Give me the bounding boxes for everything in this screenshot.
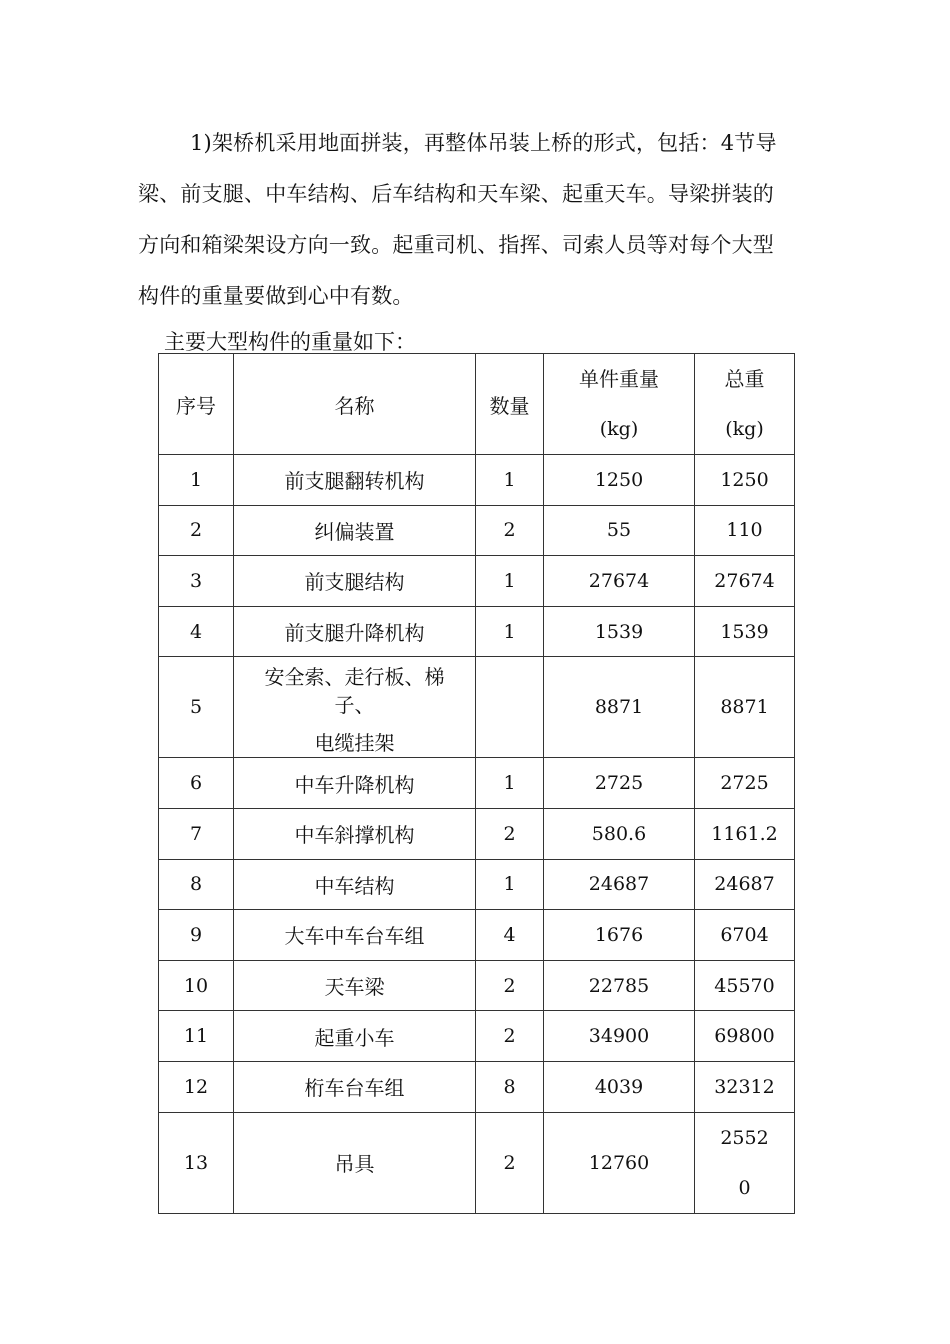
cell-qty: 4: [476, 910, 544, 961]
header-total-unit: (kg): [725, 418, 764, 440]
intro-line-2: 梁、前支腿、中车结构、后车结构和天车梁、起重天车。导梁拼装的: [138, 182, 774, 206]
cell-index: 1: [159, 455, 234, 506]
intro-line-4: 构件的重量要做到心中有数。: [138, 284, 414, 308]
cell-total: 110: [695, 505, 795, 556]
cell-index: 2: [159, 505, 234, 556]
table-row: [159, 1011, 795, 1062]
cell-name: [234, 657, 476, 758]
cell-name: 起重小车: [234, 1011, 476, 1062]
cell-total: 32312: [695, 1061, 795, 1112]
cell-name: 前支腿翻转机构: [234, 455, 476, 506]
cell-qty: 1: [476, 606, 544, 657]
cell-total: 2725: [695, 758, 795, 809]
table-row: [159, 505, 795, 556]
cell-name: 天车梁: [234, 960, 476, 1011]
table-row: [159, 556, 795, 607]
table-row: [159, 1061, 795, 1112]
cell-index: 10: [159, 960, 234, 1011]
cell-unit-weight: 1676: [544, 910, 695, 961]
cell-total: 1161.2: [695, 808, 795, 859]
intro-paragraph: [138, 118, 820, 322]
header-unit-weight: [544, 354, 695, 455]
cell-index: 9: [159, 910, 234, 961]
cell-unit-weight: 27674: [544, 556, 695, 607]
cell-qty: 2: [476, 1011, 544, 1062]
component-weight-table: [158, 353, 795, 1214]
cell-qty: 1: [476, 758, 544, 809]
cell-qty: 1: [476, 455, 544, 506]
table-row: [159, 808, 795, 859]
cell-index: 11: [159, 1011, 234, 1062]
header-total-label: 总重: [724, 367, 765, 391]
cell-qty: 2: [476, 808, 544, 859]
cell-name-line-3: 电缆挂架: [314, 731, 395, 756]
cell-unit-weight: 22785: [544, 960, 695, 1011]
header-index: 序号: [159, 354, 234, 455]
cell-name-line-1: 安全索、走行板、梯: [264, 665, 445, 690]
table-row: [159, 960, 795, 1011]
table-row: [159, 910, 795, 961]
cell-index: 8: [159, 859, 234, 910]
cell-qty: 2: [476, 1112, 544, 1213]
header-unit-weight-unit: (kg): [599, 418, 639, 440]
cell-total-line-2: 0: [738, 1176, 751, 1199]
cell-name: 桁车台车组: [234, 1061, 476, 1112]
cell-name: 中车升降机构: [234, 758, 476, 809]
table-row: [159, 758, 795, 809]
cell-total: 1539: [695, 606, 795, 657]
cell-qty: 1: [476, 859, 544, 910]
cell-qty: 2: [476, 505, 544, 556]
cell-total: 27674: [695, 556, 795, 607]
cell-total-line-1: 2552: [720, 1126, 769, 1149]
cell-index: 7: [159, 808, 234, 859]
cell-unit-weight: 1539: [544, 606, 695, 657]
cell-unit-weight: 4039: [544, 1061, 695, 1112]
cell-total: 1250: [695, 455, 795, 506]
cell-index: 3: [159, 556, 234, 607]
cell-total: 8871: [695, 657, 795, 758]
cell-total: [695, 1112, 795, 1213]
cell-unit-weight: 12760: [544, 1112, 695, 1213]
intro-line-1: 1)架桥机采用地面拼装，再整体吊装上桥的形式，包括：4节导: [190, 131, 777, 155]
cell-qty: 1: [476, 556, 544, 607]
cell-index: 12: [159, 1061, 234, 1112]
cell-unit-weight: 24687: [544, 859, 695, 910]
header-name: 名称: [234, 354, 476, 455]
header-total: [695, 354, 795, 455]
cell-index: 4: [159, 606, 234, 657]
cell-qty: [476, 657, 544, 758]
cell-name-line-2: 子、: [334, 693, 375, 718]
cell-index: 5: [159, 657, 234, 758]
cell-name: 中车斜撑机构: [234, 808, 476, 859]
cell-qty: 2: [476, 960, 544, 1011]
cell-total: 24687: [695, 859, 795, 910]
cell-qty: 8: [476, 1061, 544, 1112]
cell-unit-weight: 2725: [544, 758, 695, 809]
cell-name: 前支腿结构: [234, 556, 476, 607]
table-row: [159, 606, 795, 657]
intro-line-3: 方向和箱梁架设方向一致。起重司机、指挥、司索人员等对每个大型: [138, 233, 774, 257]
cell-total: 6704: [695, 910, 795, 961]
cell-name: 纠偏装置: [234, 505, 476, 556]
cell-index: 6: [159, 758, 234, 809]
cell-name: 前支腿升降机构: [234, 606, 476, 657]
table-row: [159, 455, 795, 506]
cell-unit-weight: 580.6: [544, 808, 695, 859]
cell-total: 45570: [695, 960, 795, 1011]
header-qty: 数量: [476, 354, 544, 455]
table-row: [159, 657, 795, 758]
cell-total: 69800: [695, 1011, 795, 1062]
cell-unit-weight: 55: [544, 505, 695, 556]
header-unit-weight-label: 单件重量: [579, 367, 659, 391]
cell-unit-weight: 34900: [544, 1011, 695, 1062]
table-caption: 主要大型构件的重量如下：: [164, 330, 416, 354]
table-header-row: [159, 354, 795, 455]
cell-name: 中车结构: [234, 859, 476, 910]
cell-unit-weight: 8871: [544, 657, 695, 758]
cell-index: 13: [159, 1112, 234, 1213]
cell-unit-weight: 1250: [544, 455, 695, 506]
cell-name-wrapped: [234, 657, 475, 757]
cell-name: 大车中车台车组: [234, 910, 476, 961]
table-row: [159, 1112, 795, 1213]
cell-name: 吊具: [234, 1112, 476, 1213]
table-row: [159, 859, 795, 910]
